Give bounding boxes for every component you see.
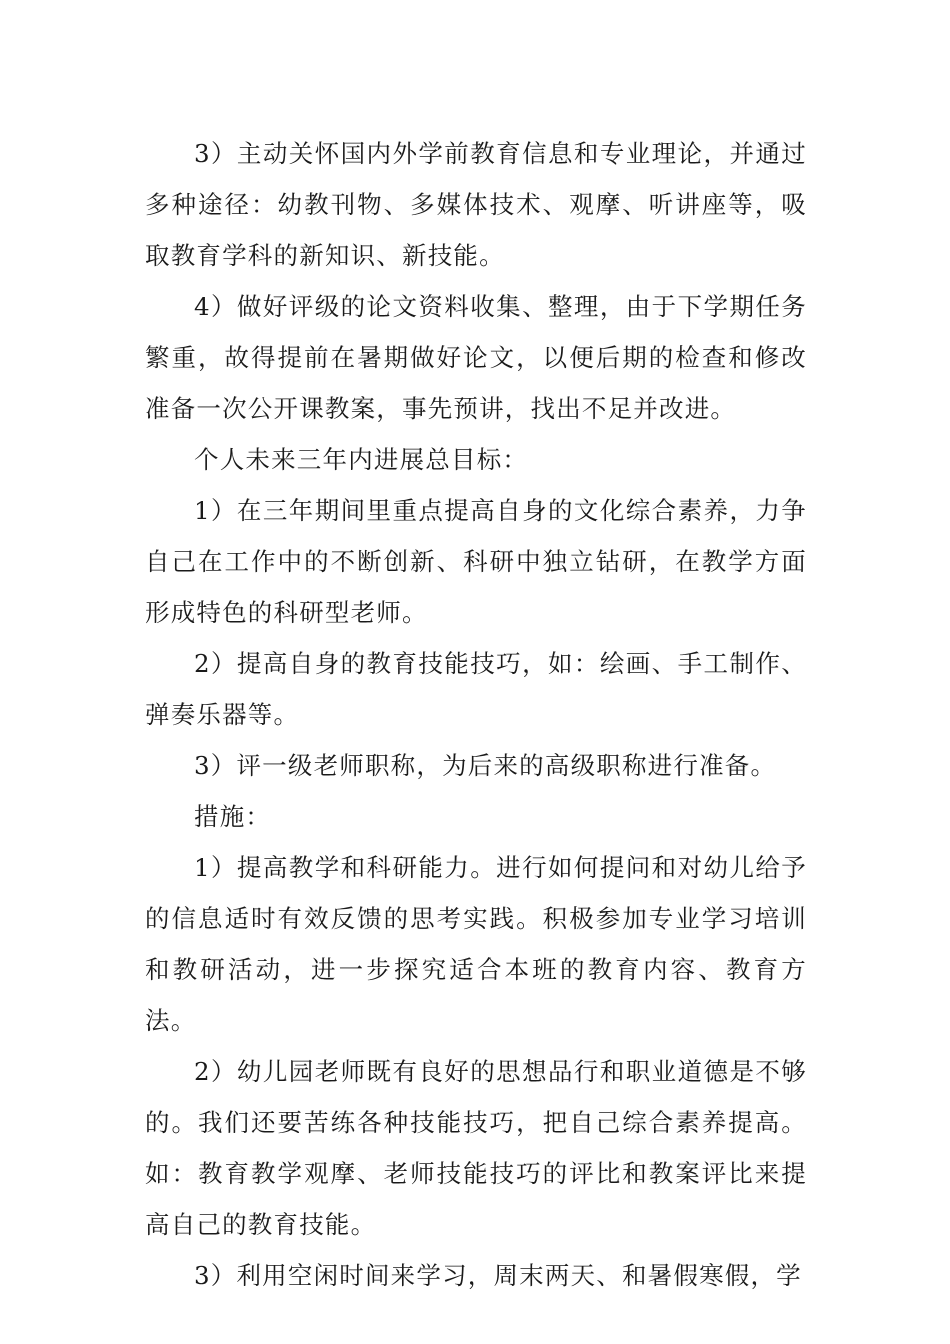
document-body [145,128,807,1301]
section-heading-measures: 措施： [194,802,272,831]
paragraph-measure-2: 2）幼儿园老师既有良好的思想品行和职业道德是不够的。我们还要苦练各种技能技巧，把自己综合素养提高。如：教育教学观摩、老师技能技巧的评比和教案评比来提高自己的教育技能。 [145,1057,807,1239]
paragraph-three-year-3: 3）评一级老师职称，为后来的高级职称进行准备。 [194,751,777,780]
paragraph-three-year-1: 1）在三年期间里重点提高自身的文化综合素养，力争自己在工作中的不断创新、科研中独立钻研，在教学方面形成特色的科研型老师。 [145,496,807,627]
section-heading-three-year-goal: 个人未来三年内进展总目标： [194,445,529,474]
paragraph-measure-3: 3）利用空闲时间来学习，周末两天、和暑假寒假，学 [194,1261,802,1290]
paragraph-goal-3-info: 3）主动关怀国内外学前教育信息和专业理论，并通过多种途径：幼教刊物、多媒体技术、观摩、听讲座等，吸取教育学科的新知识、新技能。 [145,139,807,270]
paragraph-goal-4-thesis: 4）做好评级的论文资料收集、整理，由于下学期任务繁重，故得提前在暑期做好论文，以便后期的检查和修改准备一次公开课教案，事先预讲，找出不足并改进。 [145,292,807,423]
paragraph-three-year-2: 2）提高自身的教育技能技巧，如：绘画、手工制作、弹奏乐器等。 [145,649,807,729]
paragraph-measure-1: 1）提高教学和科研能力。进行如何提问和对幼儿给予的信息适时有效反馈的思考实践。积极参加专业学习培训和教研活动，进一步探究适合本班的教育内容、教育方法。 [145,853,807,1035]
